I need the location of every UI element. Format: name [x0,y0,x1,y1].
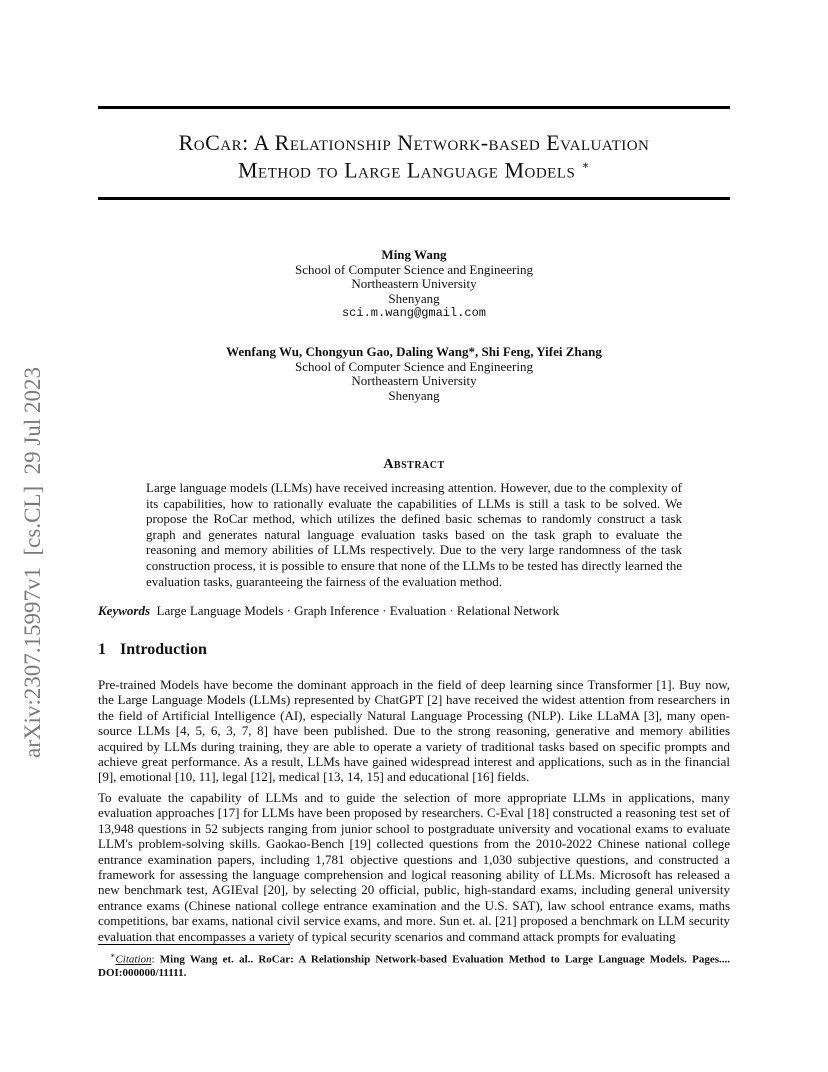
author-affiliation: School of Computer Science and Engineering [295,261,533,277]
footnote: ∗Citation: Ming Wang et. al.. RoCar: A Relationship Network-based Evaluation Method to Large Language Models. Pages.... DOI:000000/11111. [98,951,730,980]
footnote-mark: ∗ [110,951,116,960]
title-footnote-mark: ∗ [581,158,591,172]
abstract-heading: Abstract [383,457,445,472]
footnote-rule [98,944,290,945]
footnote-text: Ming Wang et. al.. RoCar: A Relationship Network-based Evaluation Method to Large Language Models. Pages.... DOI:000000/11111. [98,953,730,980]
title-rule-bottom [98,197,730,200]
author-university: Northeastern University [351,276,477,291]
coauthor-names: Wenfang Wu, Chongyun Gao, Daling Wang*, Shi Feng, Yifei Zhang [226,344,602,359]
body-paragraph-1: Pre-trained Models have become the dominant approach in the field of deep learning since Transformer [1]. Buy now, the Large Language Models (LLMs) represented by ChatGPT [2] have received the widest attention from researchers in the field of Artificial Intelligence (AI), especially Natural Language Processing (NLP). Like LLaMA [3], many open-source LLMs [4, 5, 6, 3, 7, 8] have been published. Due to the strong reasoning, generative and memory abilities acquired by LLMs during training, they are able to operate a variety of traditional tasks based on specific prompts and achieve great performance. As a result, LLMs have gained widespread interest and applications, such as in the financial [9], emotional [10, 11], legal [12], medical [13, 14, 15] and educational [16] fields. [98,677,730,785]
keywords-text: Large Language Models · Graph Inference · Evaluation · Relational Network [156,603,560,618]
keywords-line [98,603,559,619]
section-title: Introduction [120,641,207,658]
title-rule-top [98,106,730,109]
coauthor-city: Shenyang [388,387,440,403]
paper-title-line-2 [98,159,730,181]
coauthor-affiliation: School of Computer Science and Engineering [295,358,533,374]
section-number: 1 [98,641,106,658]
author-block-1 [98,248,730,321]
keywords-label: Keywords [98,603,150,618]
author-city: Shenyang [388,290,440,306]
paper-title-text-2: Method to Large Language Models [237,157,576,183]
section-heading [98,641,207,659]
author-email[interactable]: sci.m.wang@gmail.com [341,306,487,320]
abstract-text: Large language models (LLMs) have received increasing attention. However, due to the complexity of its capabilities, how to rationally evaluate the capabilities of LLMs is still a task to be solved. We propose the RoCar method, which utilizes the defined basic schemas to randomly construct a task graph and generates natural language evaluation tasks based on the task graph to evaluate the reasoning and memory abilities of LLMs respectively. Due to the very large randomness of the task construction process, it is possible to ensure that none of the LLMs to be tested has directly learned the evaluation tasks, guaranteeing the fairness of the evaluation method. [146,480,682,589]
arxiv-stamp-text: arXiv:2307.15997v1 [cs.CL] 29 Jul 2023 [20,367,45,758]
author-block-2 [98,345,730,403]
body-paragraph-2: To evaluate the capability of LLMs and to guide the selection of more appropriate LLMs in applications, many evaluation approaches [17] for LLMs have been proposed by researchers. C-Eval [18] constructed a reasoning test set of 13,948 questions in 52 subjects ranging from junior school to postgraduate university and vocational exams to evaluate LLM's problem-solving skills. Gaokao-Bench [19] collected questions from the 2010-2022 Chinese national college entrance examination papers, including 1,781 objective questions and 1,030 subjective questions, and constructed a framework for assessing the language comprehension and logical reasoning ability of LLMs. Microsoft has released a new benchmark test, AGIEval [20], by selecting 20 official, public, high-standard exams, including general university entrance exams (Chinese national college entrance examination and the U.S. SAT), law school entrance exams, maths competitions, bar exams, national civil service exams, and more. Sun et. al. [21] proposed a benchmark on LLM security evaluation that encompasses a variety of typical security scenarios and command attack prompts for evaluating [98,790,730,944]
footnote-cite-label[interactable]: Citation [115,953,152,966]
coauthor-university: Northeastern University [351,373,477,388]
arxiv-side-stamp [18,300,48,760]
author-name: Ming Wang [381,247,447,262]
paper-title-line-1: RoCar: A Relationship Network-based Evaluation [178,130,650,155]
